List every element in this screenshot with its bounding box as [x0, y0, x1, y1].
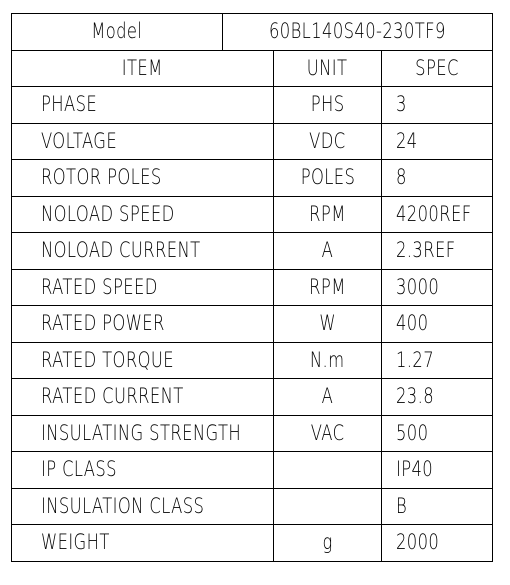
item-text: NOLOAD SPEED — [41, 201, 175, 226]
unit-text: VDC — [309, 128, 346, 153]
table-row — [12, 196, 493, 233]
spec-text: 500 — [396, 420, 429, 445]
model-row — [12, 14, 493, 51]
item-text: WEIGHT — [41, 530, 110, 555]
item-cell — [12, 525, 274, 562]
item-cell — [12, 415, 274, 452]
table-row — [12, 123, 493, 160]
header-unit-cell — [274, 50, 382, 87]
spec-cell — [382, 342, 493, 379]
unit-cell — [274, 87, 382, 124]
unit-text: W — [319, 311, 336, 336]
spec-text: 2.3REF — [396, 238, 456, 263]
unit-cell — [274, 269, 382, 306]
spec-text: 400 — [396, 311, 429, 336]
spec-text: 23.8 — [396, 384, 435, 409]
spec-cell — [382, 488, 493, 525]
model-label: Model — [91, 19, 143, 44]
item-cell — [12, 342, 274, 379]
unit-cell — [274, 379, 382, 416]
unit-cell — [274, 488, 382, 525]
table-row — [12, 452, 493, 489]
header-spec: SPEC — [415, 55, 459, 80]
item-cell — [12, 123, 274, 160]
header-row — [12, 50, 493, 87]
unit-cell — [274, 342, 382, 379]
unit-cell — [274, 160, 382, 197]
spec-text: 3000 — [396, 274, 440, 299]
item-cell — [12, 452, 274, 489]
unit-cell — [274, 233, 382, 270]
unit-cell — [274, 196, 382, 233]
unit-text: A — [321, 238, 334, 263]
item-cell — [12, 233, 274, 270]
item-cell — [12, 160, 274, 197]
table-row — [12, 269, 493, 306]
spec-rows — [12, 87, 493, 562]
spec-text: 4200REF — [396, 201, 472, 226]
spec-cell — [382, 196, 493, 233]
item-cell — [12, 488, 274, 525]
spec-cell — [382, 452, 493, 489]
spec-cell — [382, 306, 493, 343]
item-text: RATED CURRENT — [41, 384, 184, 409]
spec-text: 1.27 — [396, 347, 435, 372]
table-row — [12, 233, 493, 270]
spec-cell — [382, 160, 493, 197]
table-row — [12, 306, 493, 343]
spec-sheet — [11, 13, 492, 574]
item-text: INSULATION CLASS — [41, 493, 205, 518]
spec-cell — [382, 525, 493, 562]
item-cell — [12, 87, 274, 124]
spec-cell — [382, 415, 493, 452]
item-text: ROTOR POLES — [41, 165, 162, 190]
table-row — [12, 525, 493, 562]
item-text: RATED TORQUE — [41, 347, 175, 372]
table-row — [12, 342, 493, 379]
unit-cell — [274, 123, 382, 160]
header-item-cell — [12, 50, 274, 87]
spec-text: 2000 — [396, 530, 440, 555]
spec-cell — [382, 379, 493, 416]
unit-cell — [274, 452, 382, 489]
item-text: VOLTAGE — [41, 128, 118, 153]
spec-cell — [382, 233, 493, 270]
unit-text: RPM — [309, 274, 346, 299]
spec-text: 24 — [396, 128, 418, 153]
spec-cell — [382, 123, 493, 160]
unit-cell — [274, 415, 382, 452]
model-value: 60BL140S40-230TF9 — [269, 19, 446, 44]
spec-cell — [382, 87, 493, 124]
model-label-cell — [12, 14, 223, 51]
table-row — [12, 415, 493, 452]
unit-text: PHS — [310, 92, 345, 117]
spec-text: B — [396, 493, 408, 518]
spec-text: 8 — [396, 165, 407, 190]
unit-text: VAC — [310, 420, 345, 445]
spec-text: 3 — [396, 92, 407, 117]
item-text: INSULATING STRENGTH — [41, 420, 242, 445]
item-text: RATED SPEED — [41, 274, 158, 299]
unit-text: g — [322, 530, 333, 555]
item-cell — [12, 379, 274, 416]
header-unit: UNIT — [307, 55, 348, 80]
unit-cell — [274, 525, 382, 562]
spec-table — [11, 13, 493, 562]
header-item: ITEM — [122, 55, 163, 80]
unit-cell — [274, 306, 382, 343]
spec-text: IP40 — [396, 457, 434, 482]
table-row — [12, 488, 493, 525]
table-row — [12, 87, 493, 124]
unit-text: N.m — [310, 347, 345, 372]
spec-cell — [382, 269, 493, 306]
table-row — [12, 379, 493, 416]
unit-text: POLES — [300, 165, 355, 190]
header-spec-cell — [382, 50, 493, 87]
item-text: IP CLASS — [41, 457, 117, 482]
item-text: PHASE — [41, 92, 98, 117]
model-value-cell — [223, 14, 493, 51]
item-text: RATED POWER — [41, 311, 165, 336]
item-cell — [12, 306, 274, 343]
item-cell — [12, 196, 274, 233]
table-row — [12, 160, 493, 197]
unit-text: A — [321, 384, 334, 409]
item-text: NOLOAD CURRENT — [41, 238, 201, 263]
item-cell — [12, 269, 274, 306]
unit-text: RPM — [309, 201, 346, 226]
